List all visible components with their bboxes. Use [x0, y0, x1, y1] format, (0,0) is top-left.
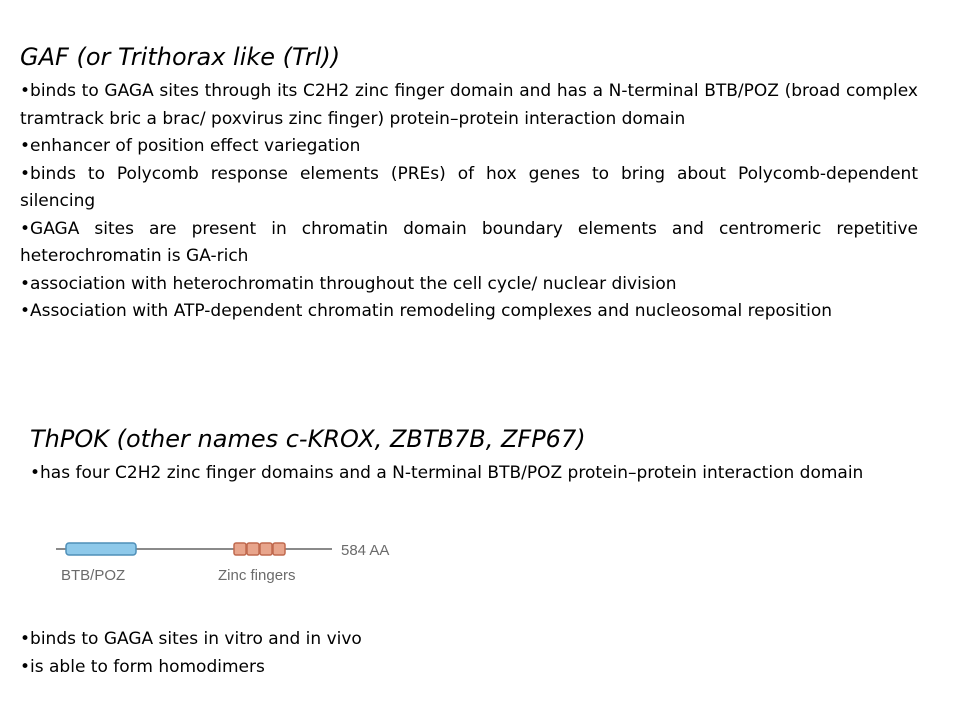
zinc-finger-domain	[234, 543, 246, 555]
zinc-finger-domain	[260, 543, 272, 555]
protein-domain-svg	[44, 536, 424, 590]
thpok-bullet-3-text: is able to form homodimers	[30, 656, 265, 677]
gaf-bullet-6	[20, 298, 918, 326]
thpok-bullet-1-text: has four C2H2 zinc finger domains and a N-terminal BTB/POZ protein–protein interaction domain	[40, 463, 864, 483]
gaf-bullet-6-text: Association with ATP-dependent chromatin remodeling complexes and nucleosomal reposition	[30, 301, 833, 321]
bullet-icon: •	[20, 301, 31, 321]
bullet-icon: •	[20, 656, 31, 677]
gaf-bullet-1-text: binds to GAGA sites through its C2H2 zinc finger domain and has a N-terminal BTB/POZ (broad complex tramtrack bric a brac/ poxvirus zinc finger) protein–protein interaction domain	[20, 81, 918, 129]
gaf-bullet-2	[20, 133, 918, 161]
thpok-bullet-2	[20, 626, 920, 654]
btb-poz-label: BTB/POZ	[61, 567, 126, 584]
gaf-bullet-5	[20, 271, 918, 299]
length-label: 584 AA	[341, 542, 390, 559]
gaf-bullet-list	[20, 78, 918, 326]
gaf-bullet-5-text: association with heterochromatin throughout the cell cycle/ nuclear division	[30, 273, 677, 294]
gaf-bullet-2-text: enhancer of position effect variegation	[30, 136, 361, 156]
btb-poz-domain	[66, 543, 136, 555]
gaf-bullet-3-text: binds to Polycomb response elements (PREs) of hox genes to bring about Polycomb-dependent silencing	[20, 163, 918, 211]
gaf-bullet-1	[20, 78, 918, 133]
thpok-bullet-2-text: binds to GAGA sites in vitro and in vivo	[30, 629, 362, 649]
thpok-title: ThPOK (other names c-KROX, ZBTB7B, ZFP67)	[30, 425, 586, 453]
gaf-bullet-3	[20, 161, 918, 216]
bullet-icon: •	[20, 629, 31, 649]
bullet-icon: •	[20, 218, 31, 239]
gaf-bullet-4-text: GAGA sites are present in chromatin domain boundary elements and centromeric repetitive heterochromatin is GA-rich	[20, 218, 918, 266]
zinc-finger-domain	[247, 543, 259, 555]
protein-domain-diagram	[44, 536, 424, 590]
bullet-icon: •	[20, 136, 31, 156]
zinc-finger-group	[234, 543, 285, 555]
thpok-bullet-list-2	[20, 626, 920, 681]
bullet-icon: •	[30, 463, 41, 483]
gaf-title: GAF (or Trithorax like (Trl))	[20, 43, 341, 71]
bullet-icon: •	[20, 81, 31, 101]
zinc-finger-domain	[273, 543, 285, 555]
zinc-fingers-label: Zinc fingers	[218, 567, 296, 584]
thpok-bullet-3	[20, 654, 920, 682]
thpok-bullet-list	[30, 460, 935, 488]
bullet-icon: •	[20, 163, 31, 184]
thpok-bullet-1	[30, 460, 935, 488]
gaf-bullet-4	[20, 216, 918, 271]
bullet-icon: •	[20, 273, 31, 294]
